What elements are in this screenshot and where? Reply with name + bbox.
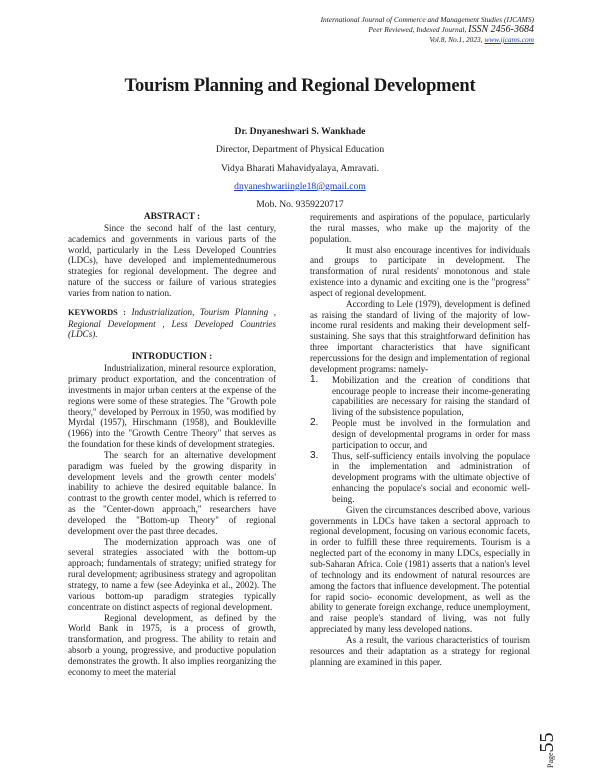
left-column (68, 212, 276, 678)
lele-paragraph: According to Lele (1979), development is defined as raising the standard of living of the majority of low-income rural residents and making their development self-sustaining. She says that this straightforward definition has three important characteristics that have significant repercussions for the design and implementation of regional development programs: namely- (310, 298, 530, 374)
list-item-text: Thus, self-sufficiency entails involving the populace in the implementation and administration of development programs with the ultimate objective of enhancing the populace's social and economic well-being. (332, 450, 530, 504)
keywords-text: Industrialization, Tourism Planning , Regional Development , Less Developed Countries (LDCs). (68, 306, 276, 340)
journal-volume-line (321, 35, 534, 45)
page-number-label (536, 732, 559, 768)
list-item (310, 375, 530, 418)
paper-title: Tourism Planning and Regional Development (124, 76, 476, 96)
list-number: 1. (310, 373, 319, 385)
incentives-paragraph: It must also encourage incentives for individuals and groups to participate in development. The transformation of rural residents' monotonous and stale existence into a dynamic and exciting one is the "progress" aspect of regional development. (310, 244, 530, 298)
author-mobile: Mob. No. 9359220717 (256, 199, 344, 211)
intro-paragraph: Regional development, as defined by the World Bank in 1975, is a process of growth, transformation, and progress. The ability to retain and absorb a young, progressive, and productive population demonstrates the growth. It also implies reorganizing the economy to meet the material (68, 612, 276, 677)
author-block (0, 123, 600, 214)
volume-prefix: Vol.8, No.1, 2023, (429, 35, 483, 44)
requirements-list (310, 375, 530, 505)
journal-name: International Journal of Commerce and Management Studies (IJCAMS) (320, 15, 534, 24)
circumstances-paragraph: Given the circumstances described above, various governments in LDCs have taken a sectoral approach to regional development, focusing on various economic facets, in order to fulfill these three requirements. Tourism is a neglected part of the economy in many LDCs, especially in sub-Saharan Africa. Cole (1981) asserts that a nation's level of technology and its endowment of natural resources are among the factors that influence development. The potential for rapid socio- economic development, as well as the ability to generate foreign exchange, reduce unemployment, and raise people's standard of living, was not fully appreciated by many less developed nations. (310, 504, 530, 635)
intro-paragraph: The search for an alternative development paradigm was fueled by the growing disparity in development levels and the growth center models' inability to achieve the desired equitable balance. In contrast to the growth center model, which is referred to as the "Center-down approach," researchers have developed the "Bottom-up Theory" of regional development over the past three decades. (68, 449, 276, 536)
right-column (310, 212, 530, 667)
introduction-heading: INTRODUCTION : (131, 352, 213, 363)
list-number: 3. (310, 449, 319, 461)
issn: ISSN 2456-3684 (468, 24, 534, 35)
abstract-heading: ABSTRACT : (143, 212, 201, 222)
continuation-paragraph: requirements and aspirations of the populace, particularly the rural masses, who make up the majority of the population. (310, 212, 530, 244)
list-number: 2. (310, 417, 319, 429)
keywords (68, 307, 276, 341)
page-number: 55 (536, 732, 558, 753)
journal-header (321, 15, 534, 45)
journal-review-line (321, 25, 534, 35)
author-name: Dr. Dnyaneshwari S. Wankhade (234, 126, 366, 137)
abstract-text: Since the second half of the last century, academics and governments in various parts of the world, particularly in the Less Developed Countries (LDCs), have developed and implementednumerous strategies for regional development. The degree and nature of the success or failure of various strategies varies from nation to nation. (68, 222, 276, 298)
intro-paragraph: Industrialization, mineral resource exploration, primary product exportation, and the concentration of investments in major urban centers at the expense of the regions were some of these strategies. The "Growth pole theory," developed by Perroux in 1950, was modified by Myrdal (1957), Hirschmann (1958), and Boukleville (1966) into the "Growth Centre Theory" that serves as the foundation for these kinds of development strategies. (68, 363, 276, 450)
review-prefix: Peer Reviewed, Indexed Journal, (368, 25, 467, 34)
list-item-text: People must be involved in the formulation and design of developmental programs in order for mass participation to occur, and (332, 418, 530, 450)
page-prefix: Page (546, 752, 555, 768)
list-item (310, 418, 530, 451)
intro-paragraph: The modernization approach was one of several strategies associated with the bottom-up approach; fundamentals of strategy; unified strategy for rural development; agribusiness strategy and agropolitan strategy, to name a few (see Adeyinka et al., 2002). The various bottom-up paradigm strategies typically concentrate on distinct aspects of regional development. (68, 536, 276, 612)
journal-website-link[interactable]: www.ijcams.com (484, 35, 534, 44)
list-item-text: Mobilization and the creation of conditions that encourage people to increase their income-generating capabilities are necessary for raising the standard of living of the subsistence population, (332, 374, 530, 418)
keywords-label: KEYWORDS : (68, 307, 126, 317)
list-item (310, 451, 530, 505)
author-institution: Vidya Bharati Mahavidyalaya, Amravati. (221, 162, 379, 174)
author-email-link[interactable]: dnyaneshwariingle18@gmail.com (234, 180, 366, 192)
author-position: Director, Department of Physical Education (215, 144, 385, 156)
result-paragraph: As a result, the various characteristics of tourism resources and their adaptation as a strategy for regional planning are examined in this paper. (310, 634, 530, 667)
